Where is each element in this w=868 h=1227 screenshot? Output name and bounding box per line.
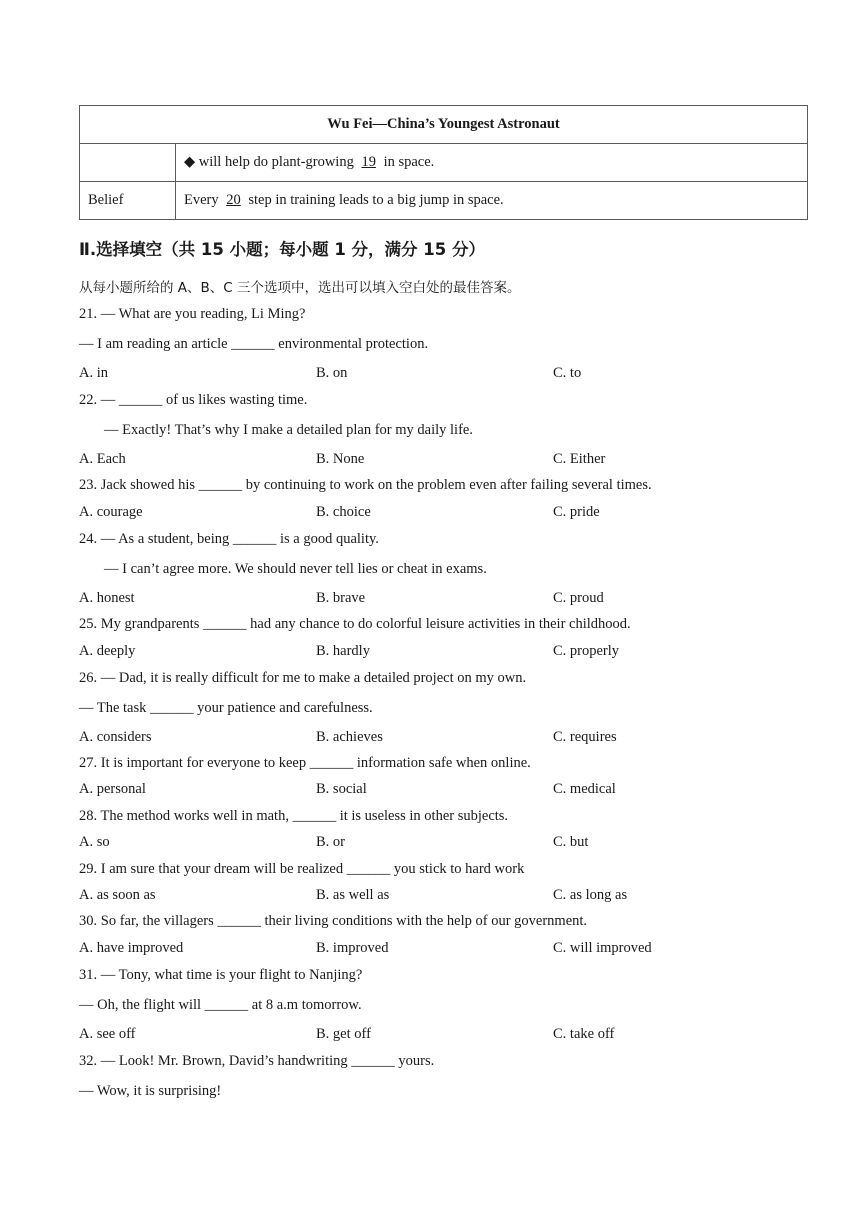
answer-line: — I can’t agree more. We should never tell lies or cheat in exams.	[104, 561, 487, 577]
option-b: B. achieves	[316, 729, 383, 745]
question-21: 21. — What are you reading, Li Ming?	[79, 306, 306, 322]
info-table	[79, 105, 808, 220]
question-22: 22. — ______ of us likes wasting time.	[79, 392, 308, 408]
cell-text: will help do plant-growing	[198, 154, 354, 170]
answer-line: — The task ______ your patience and carefulness.	[79, 700, 373, 716]
option-b: B. social	[316, 781, 367, 797]
option-a: A. so	[79, 834, 110, 850]
table-label	[80, 144, 176, 182]
question-23: 23. Jack showed his ______ by continuing to work on the problem even after failing several times.	[79, 477, 652, 493]
option-b: B. hardly	[316, 643, 370, 659]
option-a: A. considers	[79, 729, 152, 745]
option-c: C. to	[553, 365, 582, 381]
option-a: A. as soon as	[79, 887, 156, 903]
option-c: C. proud	[553, 590, 604, 606]
option-c: C. take off	[553, 1026, 615, 1042]
cell-text: in space.	[383, 154, 435, 170]
option-c: C. properly	[553, 643, 620, 659]
question-28: 28. The method works well in math, ______ it is useless in other subjects.	[79, 808, 509, 824]
answer-line: — Wow, it is surprising!	[79, 1083, 222, 1099]
option-a: A. Each	[79, 451, 126, 467]
question-25: 25. My grandparents ______ had any chance to do colorful leisure activities in their childhood.	[79, 616, 631, 632]
question-24: 24. — As a student, being ______ is a good quality.	[79, 531, 379, 547]
answer-line: — Exactly! That’s why I make a detailed plan for my daily life.	[104, 422, 473, 438]
option-c: C. medical	[553, 781, 616, 797]
option-c: C. but	[553, 834, 589, 850]
option-a: A. personal	[79, 781, 146, 797]
table-row	[80, 144, 808, 182]
option-b: B. brave	[316, 590, 366, 606]
table-label: Belief	[80, 182, 176, 220]
answer-line: — I am reading an article ______ environmental protection.	[79, 336, 429, 352]
section-instruction: 从每小题所给的 A、B、C 三个选项中，选出可以填入空白处的最佳答案。	[79, 280, 521, 296]
option-b: B. choice	[316, 504, 371, 520]
cell-text: step in training leads to a big jump in space.	[248, 192, 504, 208]
table-row	[80, 182, 808, 220]
option-a: A. in	[79, 365, 108, 381]
option-b: B. get off	[316, 1026, 371, 1042]
option-a: A. honest	[79, 590, 135, 606]
table-cell	[176, 144, 808, 182]
option-b: B. as well as	[316, 887, 390, 903]
option-c: C. will improved	[553, 940, 652, 956]
table-row	[80, 106, 808, 144]
question-30: 30. So far, the villagers ______ their living conditions with the help of our government.	[79, 913, 588, 929]
table-cell	[176, 182, 808, 220]
option-b: B. None	[316, 451, 365, 467]
question-32: 32. — Look! Mr. Brown, David’s handwriting ______ yours.	[79, 1053, 435, 1069]
option-c: C. as long as	[553, 887, 628, 903]
option-a: A. deeply	[79, 643, 136, 659]
option-c: C. Either	[553, 451, 606, 467]
blank-number: 20	[226, 192, 241, 208]
option-c: C. pride	[553, 504, 600, 520]
cell-text: Every	[184, 192, 219, 208]
question-31: 31. — Tony, what time is your flight to Nanjing?	[79, 967, 363, 983]
option-b: B. or	[316, 834, 345, 850]
question-26: 26. — Dad, it is really difficult for me to make a detailed project on my own.	[79, 670, 527, 686]
option-a: A. courage	[79, 504, 143, 520]
blank-number: 19	[361, 154, 376, 170]
diamond-bullet-icon: ◆	[184, 154, 196, 170]
table-title: Wu Fei—China’s Youngest Astronaut	[80, 106, 808, 144]
answer-line: — Oh, the flight will ______ at 8 a.m tomorrow.	[79, 997, 362, 1013]
option-b: B. improved	[316, 940, 389, 956]
question-27: 27. It is important for everyone to keep ______ information safe when online.	[79, 755, 531, 771]
option-a: A. have improved	[79, 940, 184, 956]
question-29: 29. I am sure that your dream will be realized ______ you stick to hard work	[79, 861, 525, 877]
option-c: C. requires	[553, 729, 617, 745]
option-b: B. on	[316, 365, 348, 381]
section-heading: Ⅱ.选择填空（共 15 小题；每小题 1 分，满分 15 分）	[79, 240, 486, 259]
option-a: A. see off	[79, 1026, 136, 1042]
